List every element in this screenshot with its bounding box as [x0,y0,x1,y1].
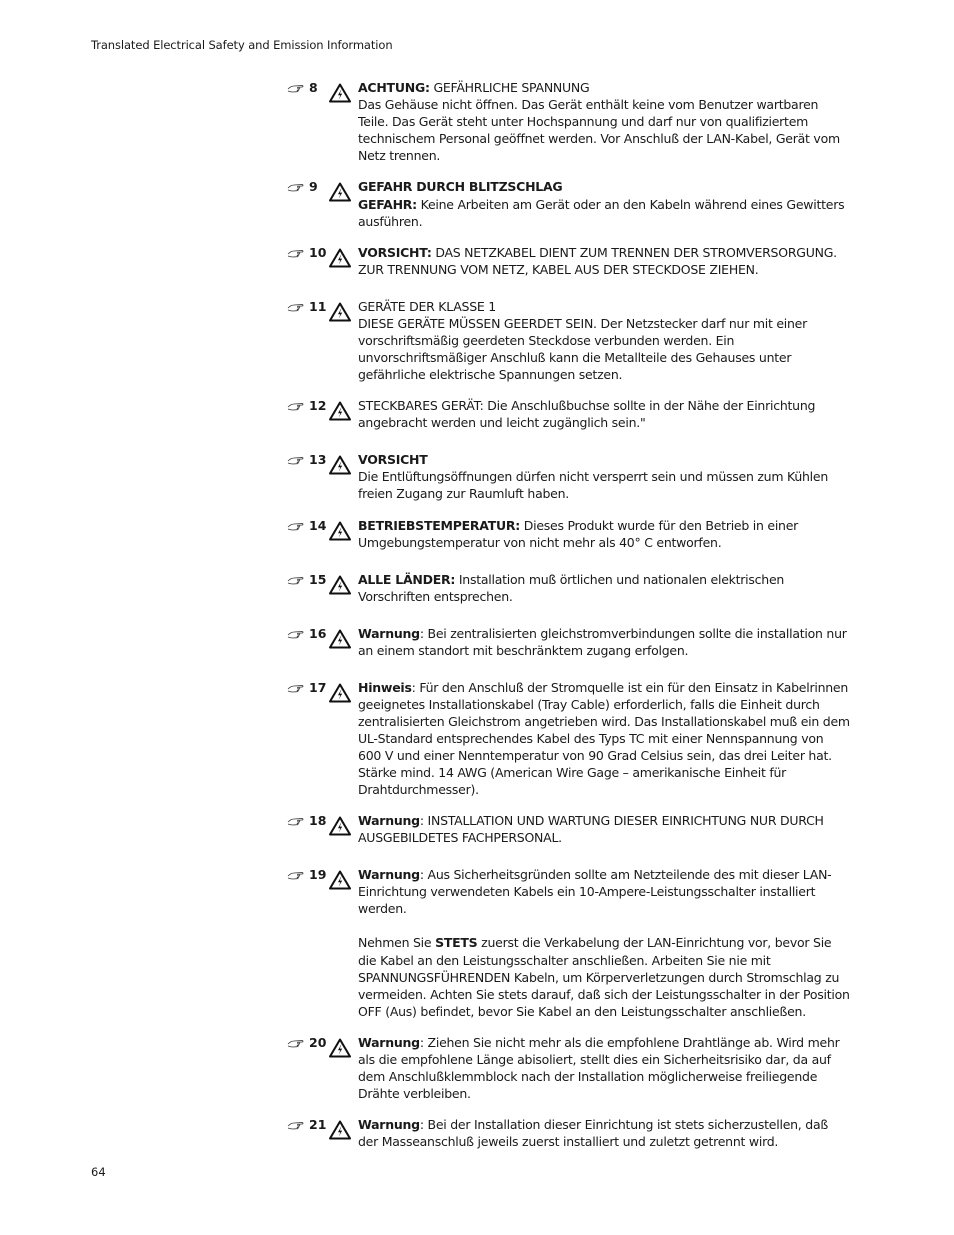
notice-body [358,866,850,1020]
notice-paragraph [358,934,850,1019]
safety-notice [0,625,954,665]
notice-text: zuerst die Verkabelung der LAN-Einrichtung vor, bevor Sie die Kabel an den Leistungsschalter anschließen. Arbeiten Sie nie mit SPANNUNGSFÜHRENDEN Kabeln, um Körperverletzungen durch Stromschlag zu vermeiden. Achten Sie stets darauf, daß sich der Leistungsschalter in der Position OFF (Aus) befindet, bevor Sie Kabel an den Leistungsschalter anschließen. [358,935,850,1019]
notice-body [358,298,850,383]
notice-body [358,517,850,551]
warning-triangle-icon [329,683,351,703]
notice-text: : Für den Anschluß der Stromquelle ist ein für den Einsatz in Kabelrinnen geeignetes Installationskabel (Tray Cable) erforderlich, falls die Einheit durch zentralisierten Gleichstrom angetrieben wird. Das Installationskabel muß ein dem UL-Standard entsprechendes Kabel des Typs TC mit einer Nennspannung von 600 V und einer Nenntemperatur von 90 Grad Celsius sein, das drei Leiter hat. Stärke mind. 14 AWG (American Wire Gage – amerikanische Einheit für Drahtdurchmesser). [358,679,850,798]
safety-notice [0,397,954,437]
notice-text: Installation muß örtlichen und nationalen elektrischen Vorschriften entsprechen. [358,571,785,604]
notice-body [358,397,850,431]
notice-number: 21 [309,1117,327,1133]
safety-notice [0,679,954,799]
notice-paragraph [358,812,850,846]
notice-number: 14 [309,517,327,533]
pointing-hand-icon [287,1038,304,1049]
notice-text: DAS NETZKABEL DIENT ZUM TRENNEN DER STROMVERSORGUNG. ZUR TRENNUNG VOM NETZ, KABEL AUS DER STECKDOSE ZIEHEN. [358,244,837,277]
notice-paragraph [358,397,850,431]
notice-paragraph [358,517,850,551]
notice-heading-text: Warnung [358,1117,420,1133]
notice-text: : INSTALLATION UND WARTUNG DIESER EINRICHTUNG NUR DURCH AUSGEBILDETES FACHPERSONAL. [358,813,824,846]
notice-body [358,625,850,659]
notice-text: DIESE GERÄTE MÜSSEN GEERDET SEIN. Der Netzstecker darf nur mit einer vorschriftsmäßig geerdeten Steckdose verbunden werden. Ein unvorschriftsmäßiger Anschluß kann die Metallteile des Gehauses unter gefährliche elektrische Spannungen setzen. [358,315,808,383]
notice-number: 8 [309,80,318,95]
notice-paragraph [358,451,850,502]
notice-text: GEFÄHRLICHE SPANNUNG [429,80,590,95]
notice-body [358,451,850,502]
safety-notice [0,298,954,383]
safety-notice [0,451,954,502]
notice-body [358,679,850,799]
notice-text: : Bei zentralisierten gleichstromverbindungen sollte die installation nur an einem standort mit beschränktem zugang erfolgen. [358,625,847,658]
safety-notice-list [0,79,954,1156]
notice-body [358,1116,850,1150]
notice-heading-text: ACHTUNG: [358,80,430,95]
notice-paragraph [358,79,850,164]
warning-triangle-icon [329,401,351,421]
notice-heading-text: ALLE LÄNDER: [358,571,456,587]
notice-paragraph [358,244,850,278]
warning-triangle-icon [329,629,351,649]
notice-text: : Aus Sicherheitsgründen sollte am Netzteilende des mit dieser LAN-Einrichtung verwendeten Kabels ein 10-Ampere-Leistungsschalter installiert werden. [358,867,832,917]
pointing-hand-icon [287,683,304,694]
pointing-hand-icon [287,83,304,94]
warning-triangle-icon [329,182,351,202]
notice-body [358,812,850,846]
notice-text: Keine Arbeiten am Gerät oder an den Kabeln während eines Gewitters ausführen. [358,196,845,229]
pointing-hand-icon [287,1120,304,1131]
safety-notice [0,517,954,557]
warning-triangle-icon [329,302,351,322]
pointing-hand-icon [287,629,304,640]
notice-number: 16 [309,625,327,641]
notice-heading-text: Warnung [358,813,420,829]
notice-paragraph [358,1116,850,1150]
notice-heading-text: Hinweis [358,679,412,695]
notice-number: 17 [309,679,327,695]
notice-number: 10 [309,244,327,260]
notice-body [358,571,850,605]
notice-heading-text: VORSICHT [358,452,428,468]
notice-body [358,178,850,229]
notice-text: : Ziehen Sie nicht mehr als die empfohlene Drahtlänge ab. Wird mehr als die empfohlene Länge abisoliert, stellt dies ein Sicherheitsrisiko dar, da auf dem Anschlußklemmblock nach der Installation möglicherweise freiliegende Drähte verbleiben. [358,1034,840,1102]
notice-paragraph [358,866,850,917]
notice-heading-text: Warnung [358,1034,420,1050]
pointing-hand-icon [287,575,304,586]
notice-heading-text: BETRIEBSTEMPERATUR: [358,517,521,533]
safety-notice [0,1116,954,1156]
pointing-hand-icon [287,302,304,313]
page-number: 64 [91,1165,106,1179]
notice-number: 20 [309,1034,327,1050]
notice-number: 13 [309,452,327,468]
warning-triangle-icon [329,455,351,475]
notice-text: GERÄTE DER KLASSE 1 [358,298,496,314]
pointing-hand-icon [287,816,304,827]
notice-body [358,244,850,278]
notice-heading-text: GEFAHR: [358,196,417,212]
safety-notice [0,1034,954,1102]
notice-text: STECKBARES GERÄT: Die Anschlußbuchse sollte in der Nähe der Einrichtung angebracht werden und leicht zugänglich sein." [358,398,816,431]
notice-number: 18 [309,813,327,829]
notice-text: Nehmen Sie [358,935,436,951]
pointing-hand-icon [287,521,304,532]
pointing-hand-icon [287,248,304,259]
notice-heading-text: VORSICHT: [358,244,432,260]
notice-text: Das Gehäuse nicht öffnen. Das Gerät enthält keine vom Benutzer wartbaren Teile. Das Gerät steht unter Hochspannung und darf nur von qualifiziertem technischem Personal geöffnet werden. Vor Anschluß der LAN-Kabel, Gerät vom Netz trennen. [358,97,840,164]
pointing-hand-icon [287,401,304,412]
safety-notice [0,244,954,284]
warning-triangle-icon [329,816,351,836]
notice-text: : Bei der Installation dieser Einrichtung ist stets sicherzustellen, daß der Masseanschluß jeweils zuerst installiert und zuletzt getrennt wird. [358,1117,828,1150]
warning-triangle-icon [329,1038,351,1058]
pointing-hand-icon [287,455,304,466]
warning-triangle-icon [329,870,351,890]
running-header: Translated Electrical Safety and Emission Information [91,38,393,52]
warning-triangle-icon [329,575,351,595]
notice-number: 9 [309,179,318,195]
notice-paragraph [358,298,850,383]
notice-body [358,79,850,164]
warning-triangle-icon [329,83,351,103]
notice-heading-text: GEFAHR DURCH BLITZSCHLAG [358,179,563,195]
pointing-hand-icon [287,870,304,881]
notice-heading-text: STETS [435,935,478,951]
safety-notice [0,178,954,229]
safety-notice [0,866,954,1020]
safety-notice [0,79,954,164]
notice-text: Die Entlüftungsöffnungen dürfen nicht versperrt sein und müssen zum Kühlen freien Zugang zur Raumluft haben. [358,469,829,502]
notice-text: Dieses Produkt wurde für den Betrieb in einer Umgebungstemperatur von nicht mehr als 40° C entworfen. [358,517,799,550]
notice-body [358,1034,850,1102]
warning-triangle-icon [329,248,351,268]
notice-heading-text: Warnung [358,625,420,641]
notice-number: 15 [309,571,327,587]
warning-triangle-icon [329,521,351,541]
notice-paragraph [358,178,850,229]
notice-paragraph [358,625,850,659]
pointing-hand-icon [287,182,304,193]
notice-paragraph [358,679,850,799]
notice-paragraph [358,1034,850,1102]
notice-number: 12 [309,398,327,414]
notice-heading-text: Warnung [358,867,420,883]
notice-paragraph [358,571,850,605]
safety-notice [0,812,954,852]
notice-number: 19 [309,867,327,883]
safety-notice [0,571,954,611]
notice-number: 11 [309,298,327,314]
warning-triangle-icon [329,1120,351,1140]
